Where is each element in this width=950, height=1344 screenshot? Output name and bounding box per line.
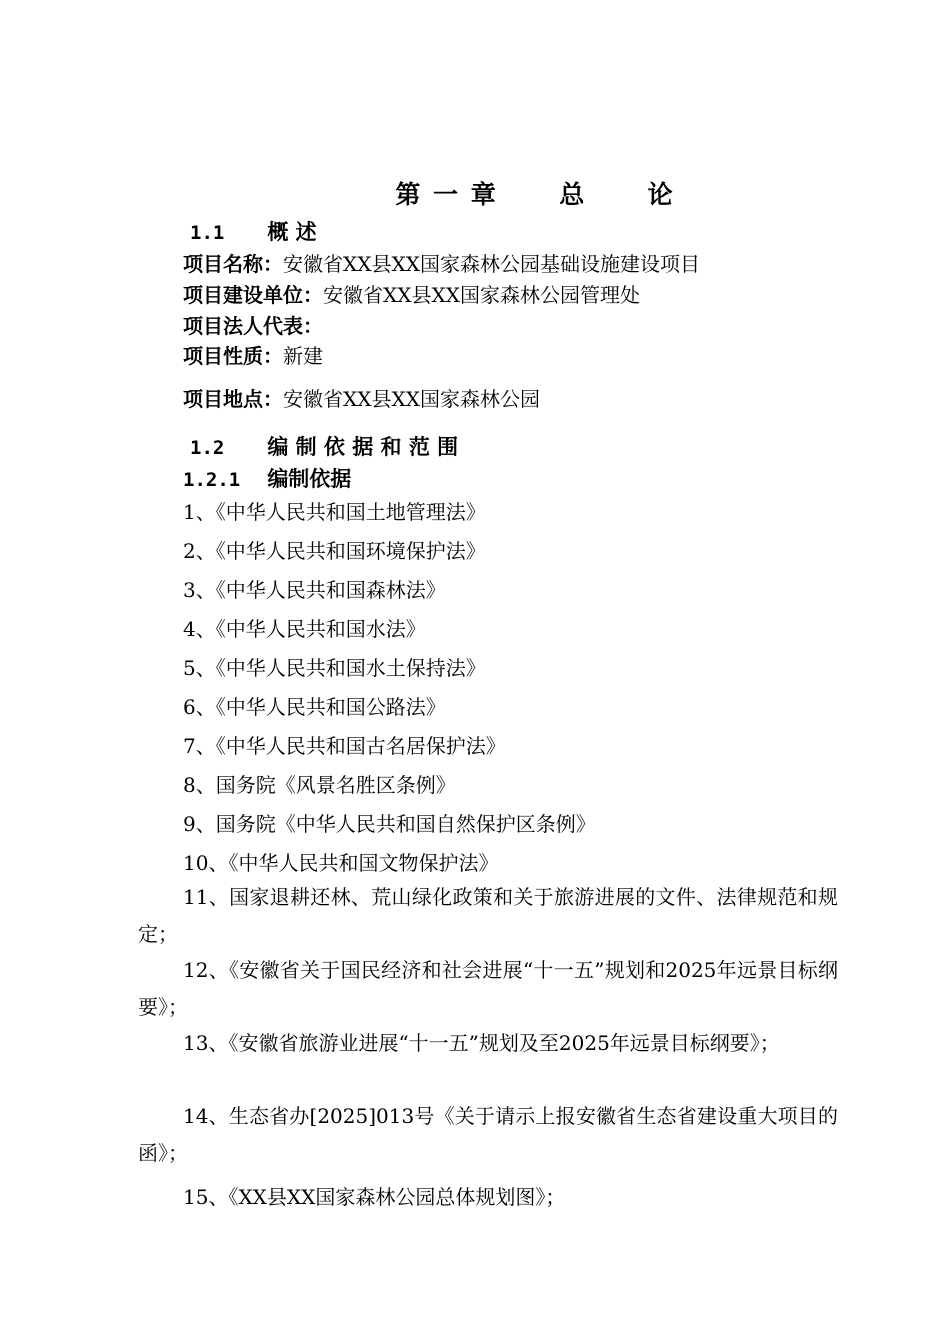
chapter-title bbox=[0, 175, 950, 211]
basis-paragraph-12: 12、《安徽省关于国民经济和社会进展“十一五”规划和2025年远景目标纲要》； bbox=[138, 958, 838, 1019]
field-legal-rep bbox=[183, 310, 323, 339]
field-value: 安徽省XX县XX国家森林公园 bbox=[283, 387, 540, 411]
field-value: 安徽省XX县XX国家森林公园基础设施建设项目 bbox=[283, 252, 700, 276]
basis-item-1: 1、《中华人民共和国土地管理法》 bbox=[183, 500, 486, 524]
chapter-word-1: 总 bbox=[559, 180, 587, 209]
basis-paragraph-14: 14、生态省办[2025]013号《关于请示上报安徽省生态省建设重大项目的函》； bbox=[138, 1104, 838, 1165]
chapter-word-2: 论 bbox=[647, 180, 675, 209]
basis-item-10: 10、《中华人民共和国文物保护法》 bbox=[183, 851, 499, 875]
basis-item-6: 6、《中华人民共和国公路法》 bbox=[183, 695, 446, 719]
section-1-1-heading bbox=[190, 216, 317, 246]
basis-item-4: 4、《中华人民共和国水法》 bbox=[183, 617, 426, 641]
basis-item-3: 3、《中华人民共和国森林法》 bbox=[183, 578, 446, 602]
section-number: 1.2.1 bbox=[183, 469, 241, 491]
basis-item-8: 8、国务院《风景名胜区条例》 bbox=[183, 773, 456, 797]
field-label: 项目性质： bbox=[183, 344, 283, 368]
field-label: 项目名称： bbox=[183, 252, 283, 276]
section-title: 概 述 bbox=[267, 220, 317, 244]
section-title: 编 制 依 据 和 范 围 bbox=[267, 435, 459, 459]
basis-paragraph-13: 13、《安徽省旅游业进展“十一五”规划及至2025年远景目标纲要》； bbox=[183, 1031, 780, 1055]
section-title: 编制依据 bbox=[267, 467, 352, 491]
basis-item-7: 7、《中华人民共和国古名居保护法》 bbox=[183, 734, 506, 758]
chapter-number: 第 一 章 bbox=[395, 180, 498, 209]
section-number: 1.2 bbox=[190, 437, 225, 459]
field-nature bbox=[183, 340, 323, 369]
section-1-2-1-heading bbox=[183, 463, 351, 493]
field-location bbox=[183, 383, 540, 412]
basis-item-9: 9、国务院《中华人民共和国自然保护区条例》 bbox=[183, 812, 596, 836]
basis-item-5: 5、《中华人民共和国水土保持法》 bbox=[183, 656, 486, 680]
basis-item-2: 2、《中华人民共和国环境保护法》 bbox=[183, 539, 486, 563]
field-value: 安徽省XX县XX国家森林公园管理处 bbox=[323, 283, 640, 307]
basis-item-15: 15、《XX县XX国家森林公园总体规划图》； bbox=[183, 1185, 566, 1209]
field-label: 项目建设单位： bbox=[183, 283, 323, 307]
field-label: 项目地点： bbox=[183, 387, 283, 411]
field-project-name bbox=[183, 248, 700, 277]
section-number: 1.1 bbox=[190, 222, 225, 244]
field-value: 新建 bbox=[283, 344, 323, 368]
basis-paragraph-11: 11、国家退耕还林、荒山绿化政策和关于旅游进展的文件、法律规范和规定； bbox=[138, 885, 838, 946]
field-label: 项目法人代表： bbox=[183, 314, 323, 338]
field-builder bbox=[183, 279, 640, 308]
section-1-2-heading bbox=[190, 431, 458, 461]
